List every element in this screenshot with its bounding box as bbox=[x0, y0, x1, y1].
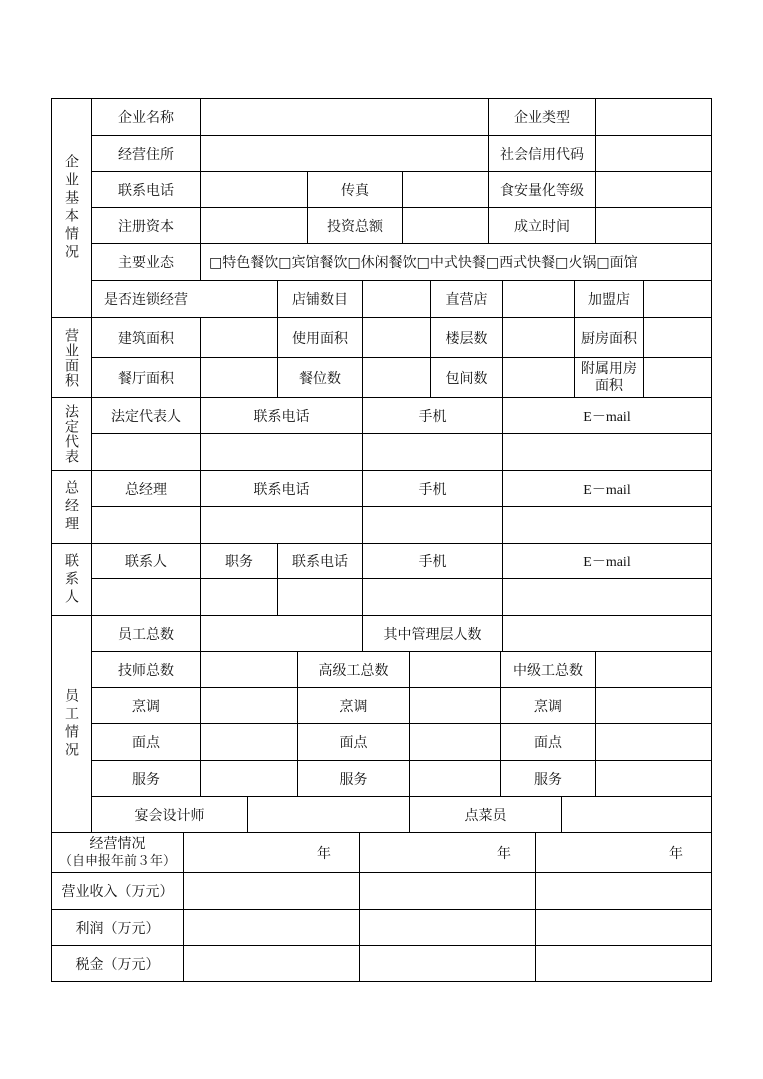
field-manager-name[interactable] bbox=[92, 507, 200, 543]
section-label-legal-rep: 法定代表 bbox=[63, 404, 79, 464]
label-revenue: 营业收入（万元） bbox=[61, 884, 174, 900]
field-contact-mobile[interactable] bbox=[363, 579, 502, 615]
label-banquet-designer: 宴会设计师 bbox=[134, 807, 205, 824]
field-franchise-stores[interactable] bbox=[644, 281, 711, 317]
field-contact-name[interactable] bbox=[92, 579, 200, 615]
label-franchise-stores: 加盟店 bbox=[588, 292, 630, 308]
field-senior-pastry[interactable] bbox=[410, 724, 500, 760]
business-type-checkboxes[interactable]: □特色餐饮□宾馆餐饮□休闲餐饮□中式快餐□西式快餐□火锅□面馆 bbox=[209, 255, 638, 271]
field-contact-phone[interactable] bbox=[278, 579, 362, 615]
field-auxiliary-area[interactable] bbox=[644, 358, 711, 397]
field-tech-service[interactable] bbox=[201, 761, 297, 796]
field-credit-code[interactable] bbox=[596, 136, 711, 171]
section-label-area: 营业面积 bbox=[63, 327, 79, 388]
label-legal-rep-phone: 联系电话 bbox=[253, 408, 310, 425]
label-main-business: 主要业态 bbox=[118, 255, 174, 271]
label-usable-area: 使用面积 bbox=[292, 330, 348, 347]
field-management-count[interactable] bbox=[503, 616, 711, 651]
label-chain-operation: 是否连锁经营 bbox=[104, 292, 188, 308]
label-intermediate-service: 服务 bbox=[534, 771, 562, 788]
label-registered-capital: 注册资本 bbox=[118, 218, 174, 235]
section-label-contact: 联系人 bbox=[63, 552, 79, 607]
label-tech-service: 服务 bbox=[132, 771, 160, 788]
field-profit-year-1[interactable] bbox=[184, 910, 359, 945]
label-contact-person: 联系人 bbox=[125, 554, 167, 570]
section-label-staff: 员工情况 bbox=[63, 688, 79, 760]
field-senior-cooking[interactable] bbox=[410, 688, 500, 723]
year-2-header[interactable] bbox=[360, 833, 535, 872]
field-senior-workers[interactable] bbox=[410, 652, 500, 687]
field-intermediate-service[interactable] bbox=[596, 761, 711, 796]
field-legal-rep-phone[interactable] bbox=[201, 434, 362, 470]
field-revenue-year-2[interactable] bbox=[360, 873, 535, 909]
label-technicians: 技师总数 bbox=[118, 662, 174, 679]
field-legal-rep-email[interactable] bbox=[503, 434, 711, 470]
label-contact-phone: 联系电话 bbox=[292, 554, 348, 570]
field-revenue-year-3[interactable] bbox=[536, 873, 711, 909]
field-building-area[interactable] bbox=[201, 318, 277, 357]
label-phone: 联系电话 bbox=[118, 182, 174, 199]
label-legal-rep-email: E－mail bbox=[583, 409, 631, 425]
field-technicians[interactable] bbox=[201, 652, 297, 687]
field-intermediate-workers[interactable] bbox=[596, 652, 711, 687]
label-manager-phone: 联系电话 bbox=[253, 481, 310, 498]
label-building-area: 建筑面积 bbox=[118, 330, 174, 347]
field-intermediate-cooking[interactable] bbox=[596, 688, 711, 723]
label-tax: 税金（万元） bbox=[75, 956, 160, 973]
field-total-investment[interactable] bbox=[403, 208, 488, 243]
field-tax-year-2[interactable] bbox=[360, 946, 535, 981]
field-contact-email[interactable] bbox=[503, 579, 711, 615]
label-manager-email: E－mail bbox=[583, 482, 631, 498]
label-legal-rep: 法定代表人 bbox=[111, 408, 181, 425]
field-address[interactable] bbox=[201, 136, 488, 171]
label-kitchen-area: 厨房面积 bbox=[581, 330, 637, 347]
label-dining-area: 餐厅面积 bbox=[118, 370, 174, 387]
field-profit-year-3[interactable] bbox=[536, 910, 711, 945]
label-senior-service: 服务 bbox=[339, 771, 368, 788]
field-legal-rep-name[interactable] bbox=[92, 434, 200, 470]
label-legal-rep-mobile: 手机 bbox=[418, 408, 447, 425]
field-tech-cooking[interactable] bbox=[201, 688, 297, 723]
label-founded-date: 成立时间 bbox=[514, 218, 570, 235]
operations-header: 经营情况 bbox=[89, 835, 146, 852]
label-total-investment: 投资总额 bbox=[327, 218, 383, 235]
field-phone[interactable] bbox=[201, 172, 307, 207]
label-total-staff: 员工总数 bbox=[118, 626, 174, 643]
operations-note: （自申报年前３年） bbox=[58, 853, 176, 869]
label-enterprise-type: 企业类型 bbox=[514, 110, 570, 126]
section-label-basic: 企业基本情况 bbox=[63, 154, 79, 262]
field-floors[interactable] bbox=[503, 318, 574, 357]
label-management-count: 其中管理层人数 bbox=[383, 626, 482, 643]
label-credit-code: 社会信用代码 bbox=[500, 146, 584, 163]
field-enterprise-name[interactable] bbox=[201, 99, 488, 135]
label-senior-pastry: 面点 bbox=[339, 735, 368, 751]
label-tech-pastry: 面点 bbox=[132, 735, 160, 751]
field-fax[interactable] bbox=[403, 172, 488, 207]
label-store-count: 店铺数目 bbox=[292, 292, 348, 308]
label-contact-email: E－mail bbox=[583, 555, 631, 570]
label-operations bbox=[52, 833, 183, 872]
label-floors: 楼层数 bbox=[445, 330, 488, 347]
field-total-staff[interactable] bbox=[201, 616, 362, 651]
year-1-label: 年 bbox=[317, 845, 331, 862]
field-intermediate-pastry[interactable] bbox=[596, 724, 711, 760]
field-private-rooms[interactable] bbox=[503, 358, 574, 397]
field-direct-stores[interactable] bbox=[503, 281, 574, 317]
label-food-safety-level: 食安量化等级 bbox=[500, 182, 584, 199]
field-tax-year-3[interactable] bbox=[536, 946, 711, 981]
field-store-count[interactable] bbox=[363, 281, 430, 317]
field-kitchen-area[interactable] bbox=[644, 318, 711, 357]
label-profit: 利润（万元） bbox=[75, 920, 160, 937]
field-seats[interactable] bbox=[363, 358, 430, 397]
field-chain-operation[interactable] bbox=[201, 281, 277, 317]
field-tax-year-1[interactable] bbox=[184, 946, 359, 981]
label-enterprise-name: 企业名称 bbox=[118, 110, 174, 126]
label-tech-cooking: 烹调 bbox=[132, 698, 160, 715]
year-3-header[interactable] bbox=[536, 833, 711, 872]
year-1-header[interactable] bbox=[184, 833, 359, 872]
label-intermediate-pastry: 面点 bbox=[534, 735, 562, 751]
year-3-label: 年 bbox=[669, 845, 683, 862]
label-direct-stores: 直营店 bbox=[445, 292, 488, 308]
field-registered-capital[interactable] bbox=[201, 208, 307, 243]
field-dining-area[interactable] bbox=[201, 358, 277, 397]
label-fax: 传真 bbox=[341, 182, 369, 199]
label-manager-mobile: 手机 bbox=[418, 481, 447, 498]
label-general-manager: 总经理 bbox=[125, 481, 167, 498]
field-banquet-designer[interactable] bbox=[248, 797, 409, 832]
field-senior-service[interactable] bbox=[410, 761, 500, 796]
field-revenue-year-1[interactable] bbox=[184, 873, 359, 909]
field-profit-year-2[interactable] bbox=[360, 910, 535, 945]
label-auxiliary-area: 附属用房面积 bbox=[581, 360, 637, 394]
field-tech-pastry[interactable] bbox=[201, 724, 297, 760]
label-address: 经营住所 bbox=[118, 146, 174, 163]
field-manager-phone[interactable] bbox=[201, 507, 362, 543]
field-manager-email[interactable] bbox=[503, 507, 711, 543]
section-label-manager: 总经理 bbox=[63, 480, 79, 534]
field-order-taker[interactable] bbox=[562, 797, 711, 832]
label-intermediate-cooking: 烹调 bbox=[534, 698, 562, 715]
label-seats: 餐位数 bbox=[299, 370, 341, 387]
label-senior-workers: 高级工总数 bbox=[318, 662, 389, 679]
field-founded-date[interactable] bbox=[596, 208, 711, 243]
field-manager-mobile[interactable] bbox=[363, 507, 502, 543]
label-intermediate-workers: 中级工总数 bbox=[513, 662, 583, 679]
year-2-label: 年 bbox=[497, 845, 511, 862]
label-order-taker: 点菜员 bbox=[464, 807, 507, 824]
field-enterprise-type[interactable] bbox=[596, 99, 711, 135]
field-contact-position[interactable] bbox=[201, 579, 277, 615]
label-private-rooms: 包间数 bbox=[445, 370, 488, 387]
label-contact-position: 职务 bbox=[225, 554, 253, 570]
label-senior-cooking: 烹调 bbox=[339, 698, 368, 715]
field-usable-area[interactable] bbox=[363, 318, 430, 357]
field-food-safety-level[interactable] bbox=[596, 172, 711, 207]
label-contact-mobile: 手机 bbox=[418, 554, 447, 570]
field-legal-rep-mobile[interactable] bbox=[363, 434, 502, 470]
